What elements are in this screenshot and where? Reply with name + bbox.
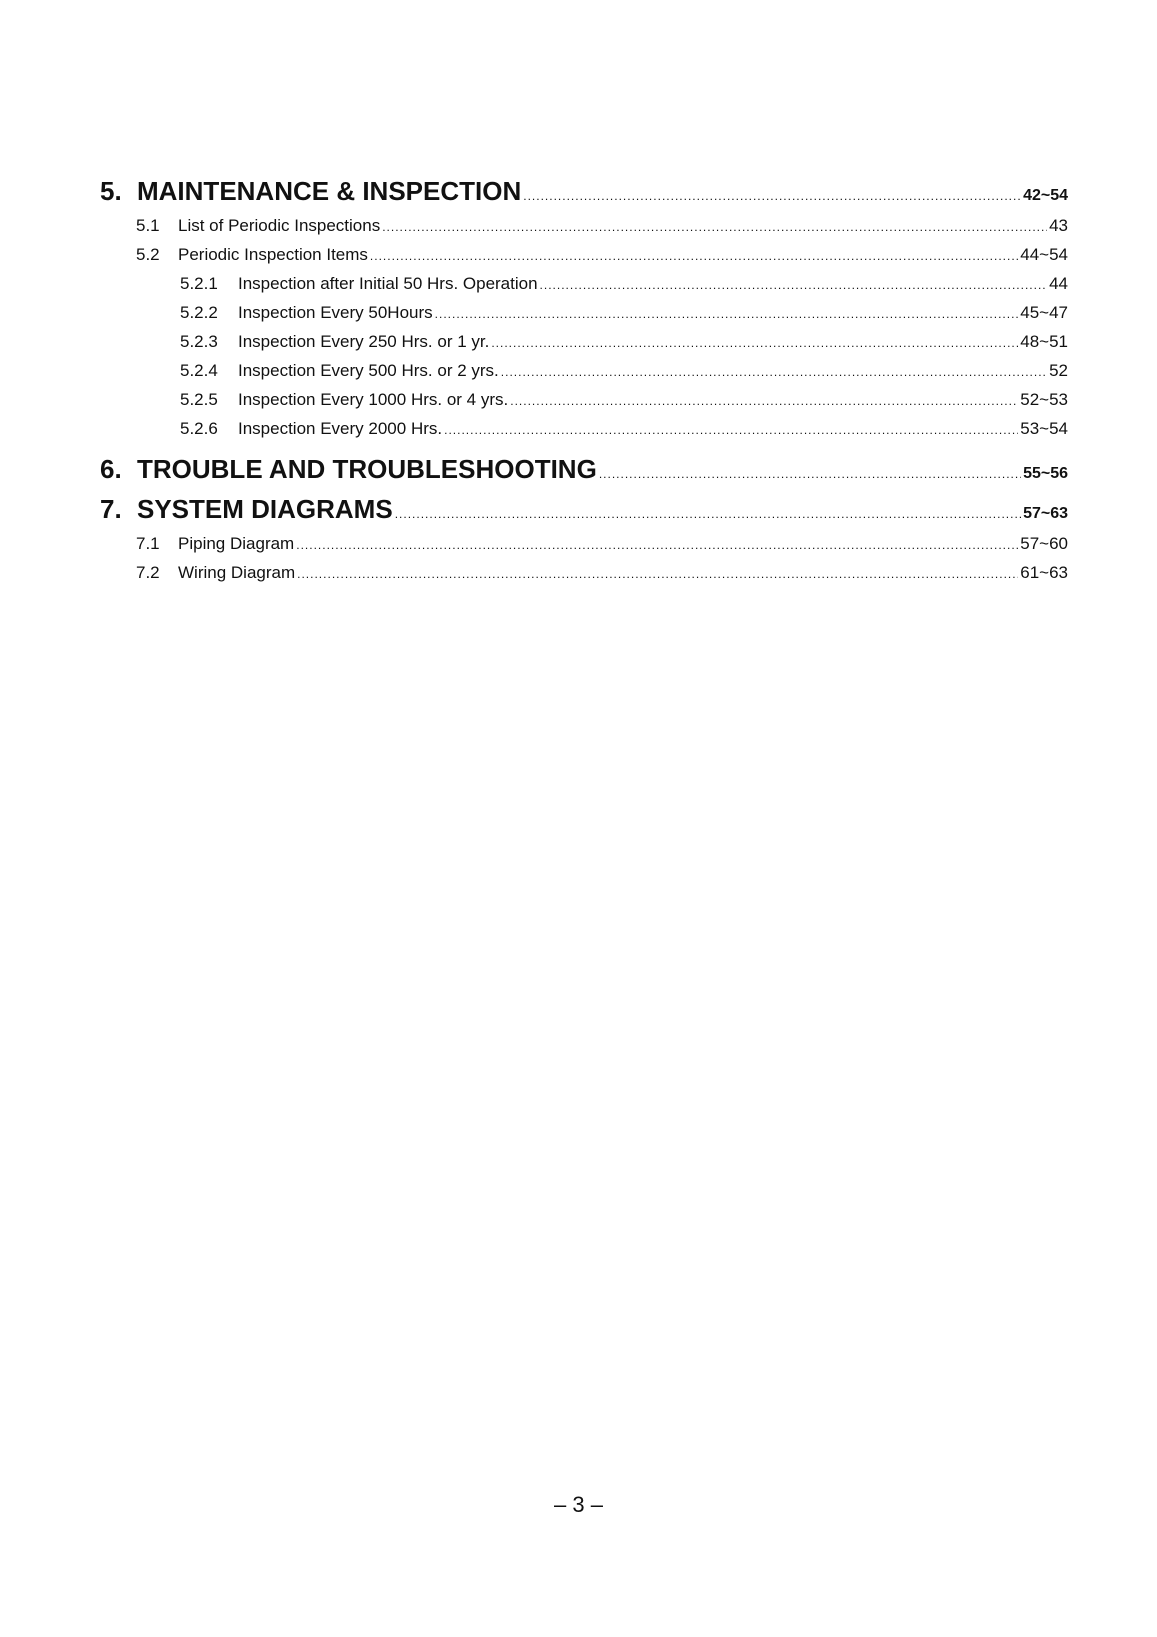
toc-subsection-5-2-2[interactable] bbox=[100, 303, 1068, 332]
page-range: 48~51 bbox=[1020, 332, 1068, 351]
subsection-number: 5.2.4 bbox=[180, 361, 218, 380]
section-number: 7.2 bbox=[136, 563, 160, 582]
toc-section-5-1[interactable] bbox=[100, 216, 1068, 245]
chapter-number: 5. bbox=[100, 176, 122, 206]
chapter-title: MAINTENANCE & INSPECTION bbox=[137, 176, 522, 206]
section-title: Periodic Inspection Items bbox=[178, 245, 368, 264]
section-title: List of Periodic Inspections bbox=[178, 216, 381, 235]
dot-leader bbox=[296, 538, 1018, 552]
dot-leader bbox=[599, 467, 1021, 481]
dot-leader bbox=[444, 423, 1018, 437]
section-title: Wiring Diagram bbox=[178, 563, 296, 582]
page-range: 53~54 bbox=[1020, 419, 1068, 438]
section-number: 7.1 bbox=[136, 534, 160, 553]
page-range: 45~47 bbox=[1020, 303, 1068, 322]
toc-section-5-2[interactable] bbox=[100, 245, 1068, 274]
chapter-title: SYSTEM DIAGRAMS bbox=[137, 494, 393, 524]
section-number: 5.2 bbox=[136, 245, 160, 264]
toc-subsection-5-2-4[interactable] bbox=[100, 361, 1068, 390]
toc-subsection-5-2-6[interactable] bbox=[100, 419, 1068, 448]
dot-leader bbox=[370, 249, 1018, 263]
toc-section-7-2[interactable] bbox=[100, 563, 1068, 592]
toc-subsection-5-2-5[interactable] bbox=[100, 390, 1068, 419]
page-range: 61~63 bbox=[1020, 563, 1068, 582]
chapter-number: 6. bbox=[100, 454, 122, 484]
page-range: 52~53 bbox=[1020, 390, 1068, 409]
toc-chapter-5[interactable] bbox=[100, 176, 1068, 216]
chapter-number: 7. bbox=[100, 494, 122, 524]
dot-leader bbox=[382, 220, 1047, 234]
subsection-number: 5.2.5 bbox=[180, 390, 218, 409]
subsection-number: 5.2.1 bbox=[180, 274, 218, 293]
dot-leader bbox=[510, 394, 1018, 408]
chapter-title: TROUBLE AND TROUBLESHOOTING bbox=[137, 454, 597, 484]
dot-leader bbox=[297, 567, 1018, 581]
page-range: 44~54 bbox=[1020, 245, 1068, 264]
dot-leader bbox=[395, 507, 1021, 521]
dot-leader bbox=[435, 307, 1019, 321]
dot-leader bbox=[501, 365, 1047, 379]
page-range: 44 bbox=[1049, 274, 1068, 293]
page-range: 57~63 bbox=[1023, 505, 1068, 522]
subsection-number: 5.2.3 bbox=[180, 332, 218, 351]
section-title: Piping Diagram bbox=[178, 534, 295, 553]
page-range: 55~56 bbox=[1023, 465, 1068, 482]
page-range: 57~60 bbox=[1020, 534, 1068, 553]
page-range: 43 bbox=[1049, 216, 1068, 235]
dot-leader bbox=[540, 278, 1048, 292]
table-of-contents bbox=[100, 176, 1068, 592]
subsection-title: Inspection Every 1000 Hrs. or 4 yrs. bbox=[238, 390, 509, 409]
subsection-number: 5.2.2 bbox=[180, 303, 218, 322]
subsection-title: Inspection after Initial 50 Hrs. Operation bbox=[238, 274, 538, 293]
toc-chapter-6[interactable] bbox=[100, 454, 1068, 494]
page-number: – 3 – bbox=[554, 1492, 603, 1517]
page-range: 52 bbox=[1049, 361, 1068, 380]
toc-section-7-1[interactable] bbox=[100, 534, 1068, 563]
subsection-title: Inspection Every 500 Hrs. or 2 yrs. bbox=[238, 361, 499, 380]
page-range: 42~54 bbox=[1023, 187, 1068, 204]
section-number: 5.1 bbox=[136, 216, 160, 235]
dot-leader bbox=[491, 336, 1018, 350]
subsection-title: Inspection Every 250 Hrs. or 1 yr. bbox=[238, 332, 490, 351]
toc-subsection-5-2-3[interactable] bbox=[100, 332, 1068, 361]
dot-leader bbox=[523, 189, 1021, 203]
subsection-title: Inspection Every 2000 Hrs. bbox=[238, 419, 443, 438]
subsection-number: 5.2.6 bbox=[180, 419, 218, 438]
toc-subsection-5-2-1[interactable] bbox=[100, 274, 1068, 303]
subsection-title: Inspection Every 50Hours bbox=[238, 303, 433, 322]
toc-chapter-7[interactable] bbox=[100, 494, 1068, 534]
